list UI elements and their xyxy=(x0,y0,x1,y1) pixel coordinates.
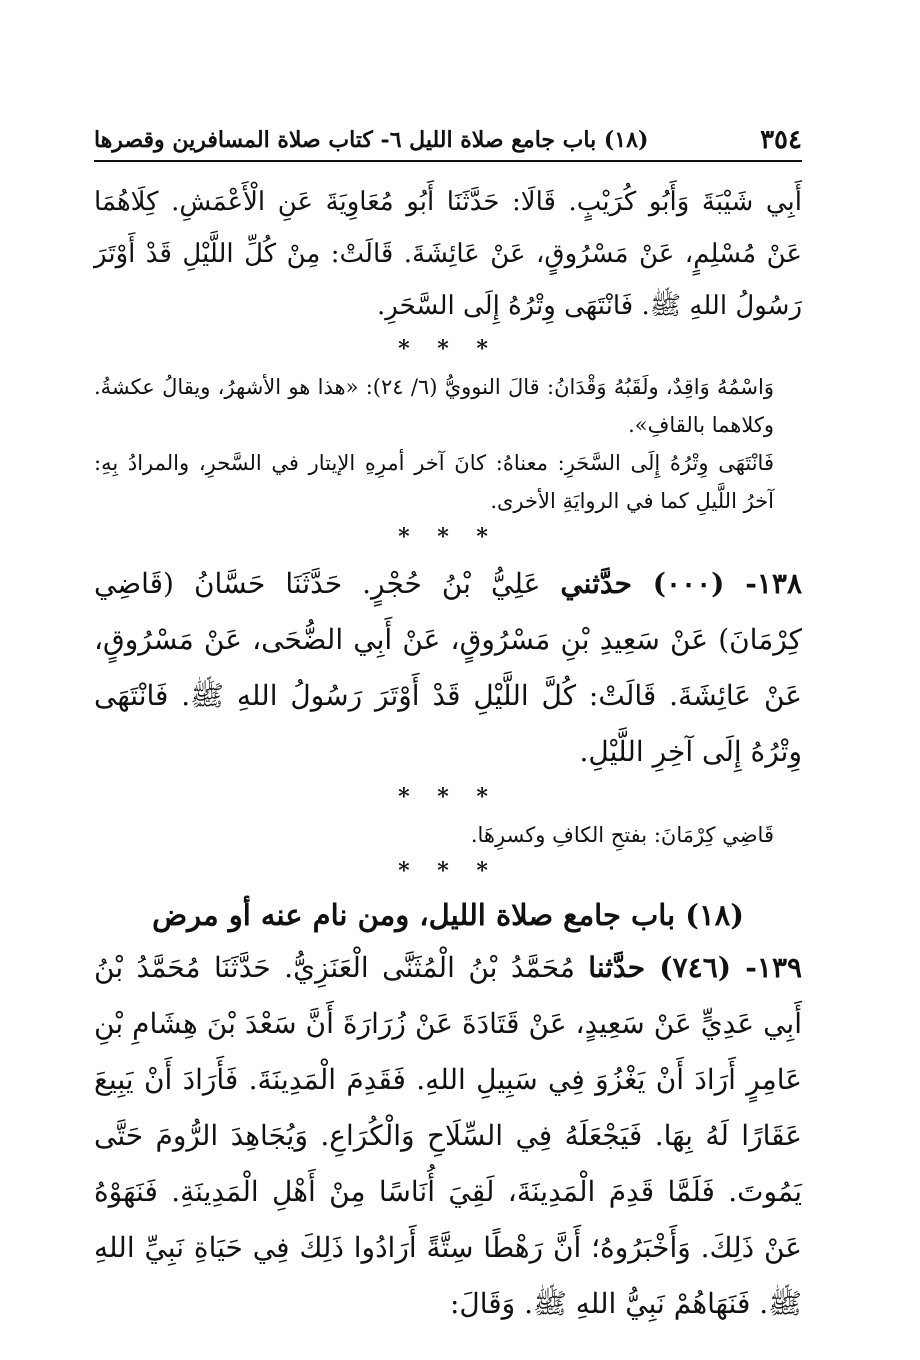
commentary-note: وَاسْمُهُ وَاقِدٌ، ولَقَبُهُ وَقْدَانُ: قالَ النوويُّ (٦/ ٢٤): «هذا هو الأشهرُ، ويقالُ عكشةُ. وكلاهما بالقافِ». xyxy=(94,375,775,437)
chapter-title: (١٨) باب جامع صلاة الليل، ومن نام عنه أو مرض xyxy=(152,898,744,932)
hadith-138 xyxy=(94,556,802,780)
running-header xyxy=(94,120,802,162)
section-separator: * * * xyxy=(398,524,498,550)
section-separator: * * * xyxy=(398,784,498,810)
hadith-text-continued: أَبِي شَيْبَةَ وَأَبُو كُرَيْبٍ. قَالَا: حَدَّثَنَا أَبُو مُعَاوِيَةَ عَنِ الْأَعْمَشِ. كِلَاهُمَا عَنْ مُسْلِمٍ، عَنْ مَسْرُوقٍ، عَنْ عَائِشَةَ. قَالَتْ: مِنْ كُلِّ اللَّيْلِ قَدْ أَوْتَرَ رَسُولُ اللهِ ﷺ. فَانْتَهَى وِتْرُهُ إِلَى السَّحَرِ. xyxy=(94,187,802,321)
running-header-title: (١٨) باب جامع صلاة الليل ٦- كتاب صلاة المسافرين وقصرها xyxy=(94,127,649,153)
section-separator: * * * xyxy=(398,336,498,362)
page-number: ٣٥٤ xyxy=(760,125,802,155)
hadith-number: ١٣٩- (٧٤٦) حدَّثنا xyxy=(588,951,803,984)
section-separator: * * * xyxy=(398,858,498,884)
commentary-note: فَانْتَهَى وِتْرُهُ إِلَى السَّحَرِ: معناهُ: كانَ آخر أمرِهِ الإيتار في السَّحرِ، والمرادُ بِهِ: آخرُ اللَّيلِ كما في الروايَةِ الأخرى. xyxy=(94,451,774,513)
hadith-139 xyxy=(94,940,802,1332)
hadith-text: مُحَمَّدُ بْنُ الْمُثَنَّى الْعَنَزِيُّ. حَدَّثَنَا مُحَمَّدُ بْنُ أَبِي عَدِيٍّ عَنْ سَعِيدٍ، عَنْ قَتَادَةَ عَنْ زُرَارَةَ أَنَّ سَعْدَ بْنَ هِشَامِ بْنِ عَامِرٍ أَرَادَ أَنْ يَغْزُوَ فِي سَبِيلِ اللهِ. فَقَدِمَ الْمَدِينَةَ. فَأَرَادَ أَنْ يَبِيعَ عَقَارًا لَهُ بِهَا. فَيَجْعَلَهُ فِي السِّلَاحِ وَالْكُرَاعِ. وَيُجَاهِدَ الرُّومَ حَتَّى يَمُوتَ. فَلَمَّا قَدِمَ الْمَدِينَةَ، لَقِيَ أُنَاسًا مِنْ أَهْلِ الْمَدِينَةِ. فَنَهَوْهُ عَنْ ذَلِكَ. وَأَخْبَرُوهُ؛ أَنَّ رَهْطًا سِتَّةً أَرَادُوا ذَلِكَ فِي حَيَاةِ نَبِيِّ اللهِ ﷺ. فَنَهَاهُمْ نَبِيُّ اللهِ ﷺ. وَقَالَ: xyxy=(94,951,802,1320)
hadith-text: عَلِيُّ بْنُ حُجْرٍ. حَدَّثَنَا حَسَّانُ (قَاضِي كِرْمَانَ) عَنْ سَعِيدِ بْنِ مَسْرُوقٍ، عَنْ أَبِي الضُّحَى، عَنْ مَسْرُوقٍ، عَنْ عَائِشَةَ. قَالَتْ: كُلَّ اللَّيْلِ قَدْ أَوْتَرَ رَسُولُ اللهِ ﷺ. فَانْتَهَى وِتْرُهُ إِلَى آخِرِ اللَّيْلِ. xyxy=(94,567,802,768)
hadith-number: ١٣٨- (٠٠٠) حدَّثني xyxy=(560,567,802,600)
page-body xyxy=(94,176,802,1332)
commentary-note: قَاضِي كِرْمَانَ: بفتحِ الكافِ وكسرِهَا. xyxy=(470,823,774,847)
